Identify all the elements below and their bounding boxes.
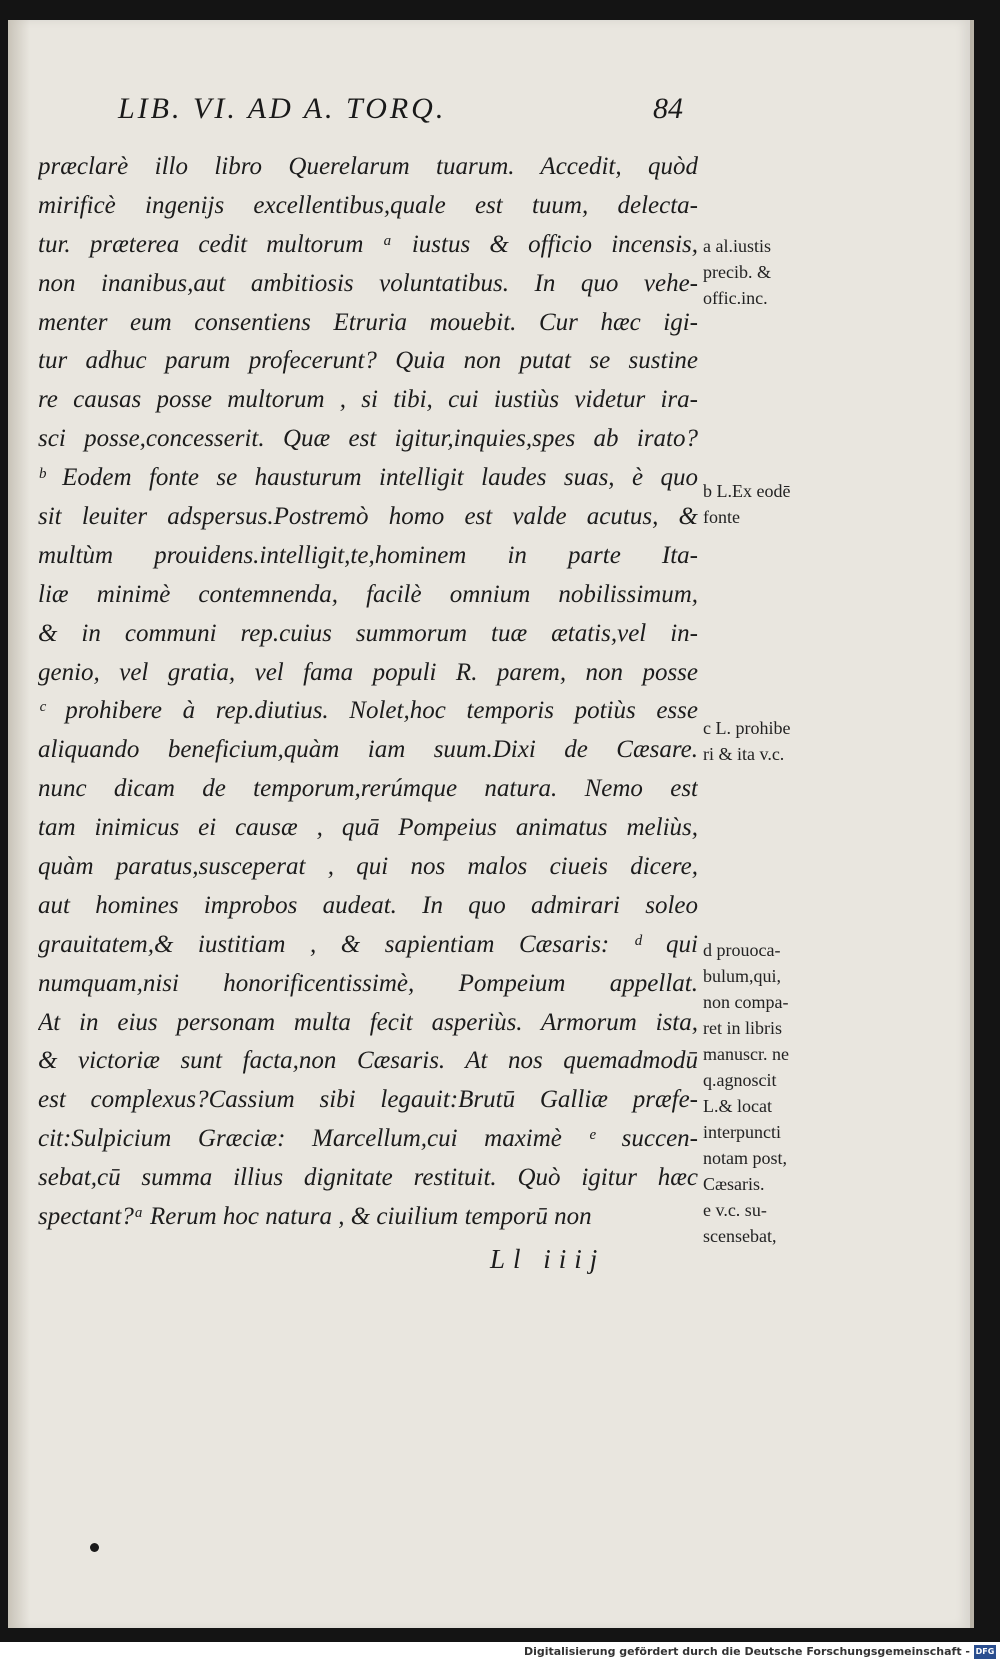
margin-note-d: [703, 937, 853, 1249]
text-line: præclarè illo libro Querelarum tuarum. Accedit, quòd: [38, 153, 698, 180]
margin-note-line: b L.Ex eodē: [703, 481, 791, 501]
margin-note-line: c L. prohibe: [703, 718, 791, 738]
text-line: menter eum consentiens Etruria mouebit. Cur hæc igi-: [38, 308, 698, 336]
text-line: re causas posse multorum , si tibi, cui iustiùs videtur ira-: [38, 386, 698, 414]
margin-note-a: [703, 233, 853, 311]
margin-note-c: [703, 715, 853, 767]
margin-note-line: non compa-: [703, 992, 789, 1012]
text-line: & victoriæ sunt facta,non Cæsaris. At nos quemadmodū: [38, 1047, 698, 1075]
text-line: & in communi rep.cuius summorum tuæ ætatis,vel in-: [38, 619, 698, 647]
text-line: sit leuiter adspersus.Postremò homo est valde acutus, &: [38, 503, 698, 531]
margin-note-line: L.& locat: [703, 1096, 772, 1116]
text-line: non inanibus,aut ambitiosis voluntatibus. In quo vehe-: [38, 269, 698, 297]
margin-note-line: fonte: [703, 507, 740, 527]
margin-note-line: bulum,qui,: [703, 966, 782, 986]
text-line: genio, vel gratia, vel fama populi R. parem, non posse: [38, 658, 698, 686]
text-line: est complexus?Cassium sibi legauit:Brutū Galliæ præfe-: [38, 1086, 698, 1114]
margin-note-line: interpuncti: [703, 1122, 781, 1142]
text-line: ᵇ Eodem fonte se hausturum intelligit laudes suas, è quo: [38, 464, 698, 492]
running-title: LIB. VI. AD A. TORQ.: [118, 92, 447, 125]
gutter-shadow: [8, 20, 30, 1628]
text-line: grauitatem,& iustitiam , & sapientiam Cæsaris: ᵈ qui: [38, 930, 698, 958]
text-line: liæ minimè contemnenda, facilè omnium nobilissimum,: [38, 580, 698, 608]
text-line: tam inimicus ei causæ , quā Pompeius animatus meliùs,: [38, 814, 698, 842]
text-line: multùm prouidens.intelligit,te,hominem in parte Ita-: [38, 541, 698, 569]
margin-note-line: manuscr. ne: [703, 1044, 789, 1064]
running-header: [118, 92, 683, 136]
margin-note-line: offic.inc.: [703, 288, 768, 308]
margin-note-b: [703, 478, 853, 530]
text-line: sci posse,concesserit. Quæ est igitur,inquies,spes ab irato?: [38, 425, 698, 453]
page-number: 84: [653, 92, 683, 125]
text-line: At in eius personam multa fecit asperiùs. Armorum ista,: [38, 1008, 698, 1036]
text-line: tur adhuc parum profecerunt? Quia non putat se sustine: [38, 347, 698, 375]
text-line: nunc dicam de temporum,rerúmque natura. Nemo est: [38, 775, 698, 803]
margin-note-line: Cæsaris.: [703, 1174, 765, 1194]
margin-note-line: scensebat,: [703, 1226, 777, 1246]
text-line: mirificè ingenijs excellentibus,quale est tuum, delecta-: [38, 191, 698, 219]
funding-credit: Digitalisierung gefördert durch die Deutsche Forschungsgemeinschaft -: [523, 1645, 970, 1658]
main-text-block: [38, 148, 698, 1237]
margin-note-line: precib. &: [703, 262, 771, 282]
signature-mark: Ll iiij: [490, 1244, 606, 1274]
margin-note-line: a al.iustis: [703, 236, 771, 256]
text-line: tur. præterea cedit multorum ᵃ iustus & officio incensis,: [38, 230, 698, 258]
margin-note-line: d prouoca-: [703, 940, 781, 960]
margin-note-line: ri & ita v.c.: [703, 744, 785, 764]
text-line: numquam,nisi honorificentissimè, Pompeium appellat.: [38, 969, 698, 997]
text-line: aliquando beneficium,quàm iam suum.Dixi de Cæsare.: [38, 736, 698, 764]
margin-note-line: notam post,: [703, 1148, 787, 1168]
margin-note-line: e v.c. su-: [703, 1200, 767, 1220]
text-line: sebat,cū summa illius dignitate restituit. Quò igitur hæc: [38, 1164, 698, 1192]
text-line: cit:Sulpicium Græciæ: Marcellum,cui maximè ᵉ succen-: [38, 1125, 698, 1153]
margin-note-line: q.agnoscit: [703, 1070, 777, 1090]
text-line: aut homines improbos audeat. In quo admirari soleo: [38, 891, 698, 919]
text-line: quàm paratus,susceperat , qui nos malos ciueis dicere,: [38, 853, 698, 881]
text-line: spectant?ᵃ Rerum hoc natura , & ciuilium temporū non: [38, 1203, 592, 1231]
ink-spot: [90, 1543, 99, 1552]
margin-note-line: ret in libris: [703, 1018, 782, 1038]
footer-bar: [0, 1642, 1000, 1663]
text-line: ᶜ prohibere à rep.diutius. Nolet,hoc temporis potiùs esse: [38, 697, 698, 725]
dfg-logo: DFG: [974, 1645, 996, 1659]
